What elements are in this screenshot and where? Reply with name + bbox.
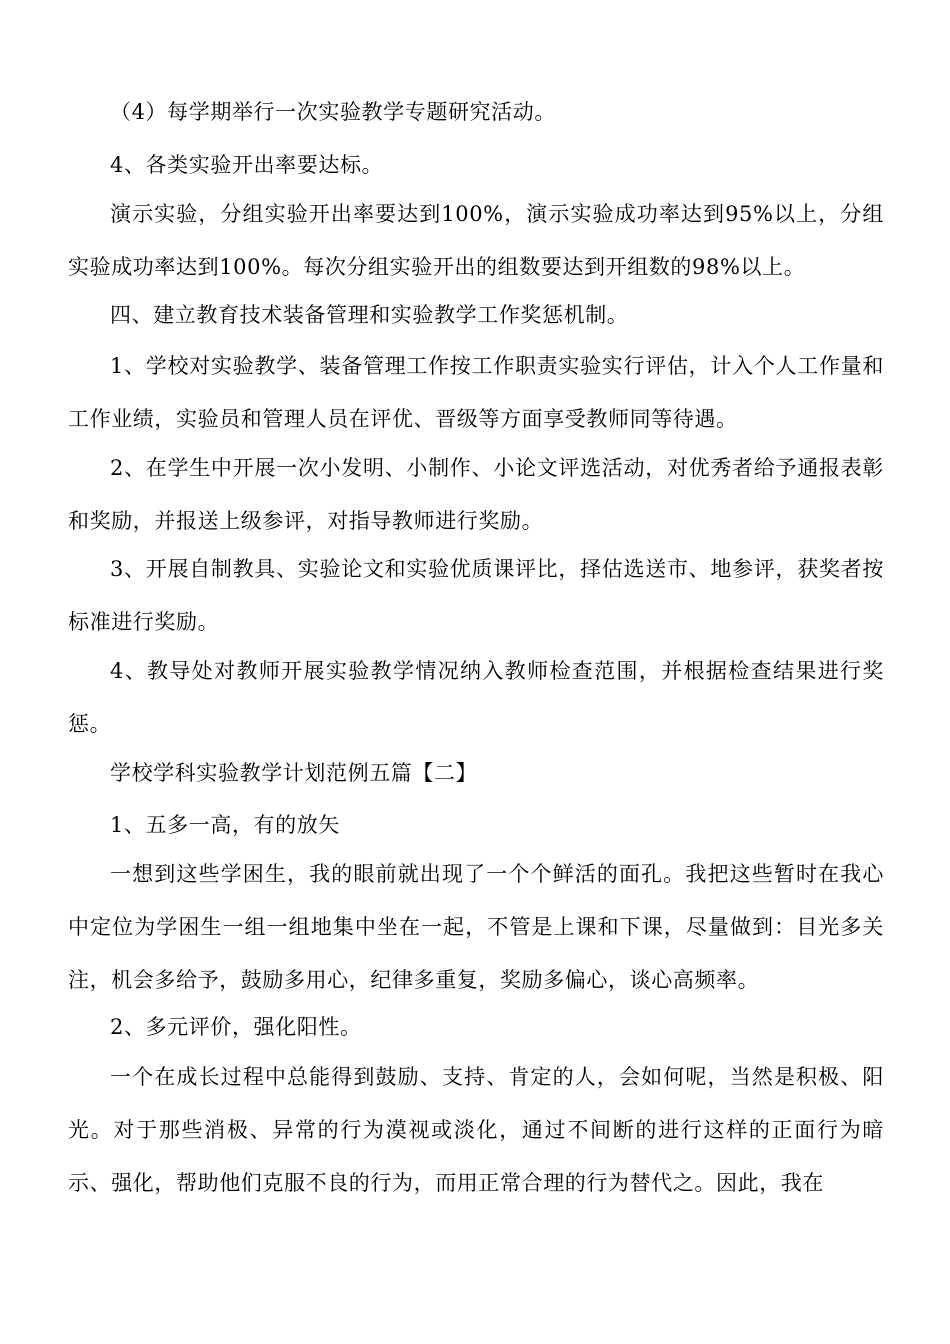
subheading-five-more-one-high: 1、五多一高，有的放矢 (110, 813, 340, 837)
document-page (68, 0, 884, 1344)
article-title-part-two: 学校学科实验教学计划范例五篇【二】 (110, 761, 478, 785)
paragraph-struggling-students: 一想到这些学困生，我的眼前就出现了一个个鲜活的面孔。我把这些暂时在我心中定位为学困生一组一组地集中坐在一起，不管是上课和下课，尽量做到：目光多关注，机会多给予，鼓励多用心，纪律多重复，奖励多偏心，谈心高频率。 (68, 862, 884, 992)
paragraph-teaching-aids: 3、开展自制教具、实验论文和实验优质课评比，择估选送市、地参评，获奖者按标准进行奖励。 (68, 557, 884, 634)
paragraph-student-invention: 2、在学生中开展一次小发明、小制作、小论文评选活动，对优秀者给予通报表彰和奖励，并报送上级参评，对指导教师进行奖励。 (68, 456, 884, 533)
paragraph-evaluation: 1、学校对实验教学、装备管理工作按工作职责实验实行评估，计入个人工作量和工作业绩，实验员和管理人员在评优、晋级等方面享受教师同等待遇。 (68, 354, 884, 431)
section-heading-reward-mechanism: 四、建立教育技术装备管理和实验教学工作奖惩机制。 (110, 303, 629, 327)
paragraph-teacher-inspection: 4、教导处对教师开展实验教学情况纳入教师检查范围，并根据检查结果进行奖惩。 (68, 659, 884, 736)
paragraph-positive-reinforcement: 一个在成长过程中总能得到鼓励、支持、肯定的人，会如何呢，当然是积极、阳光。对于那些消极、异常的行为漠视或淡化，通过不间断的进行这样的正面行为暗示、强化，帮助他们克服不良的行为，而用正常合理的行为替代之。因此，我在 (68, 1065, 884, 1195)
paragraph-experiment-rate-heading: 4、各类实验开出率要达标。 (110, 153, 384, 177)
subheading-multiple-evaluation: 2、多元评价，强化阳性。 (110, 1015, 362, 1039)
paragraph-experiment-research: （4）每学期举行一次实验教学专题研究活动。 (110, 100, 556, 124)
paragraph-experiment-rate-detail: 演示实验，分组实验开出率要达到100%，演示实验成功率达到95%以上，分组实验成功率达到100%。每次分组实验开出的组数要达到开组数的98%以上。 (68, 202, 884, 279)
